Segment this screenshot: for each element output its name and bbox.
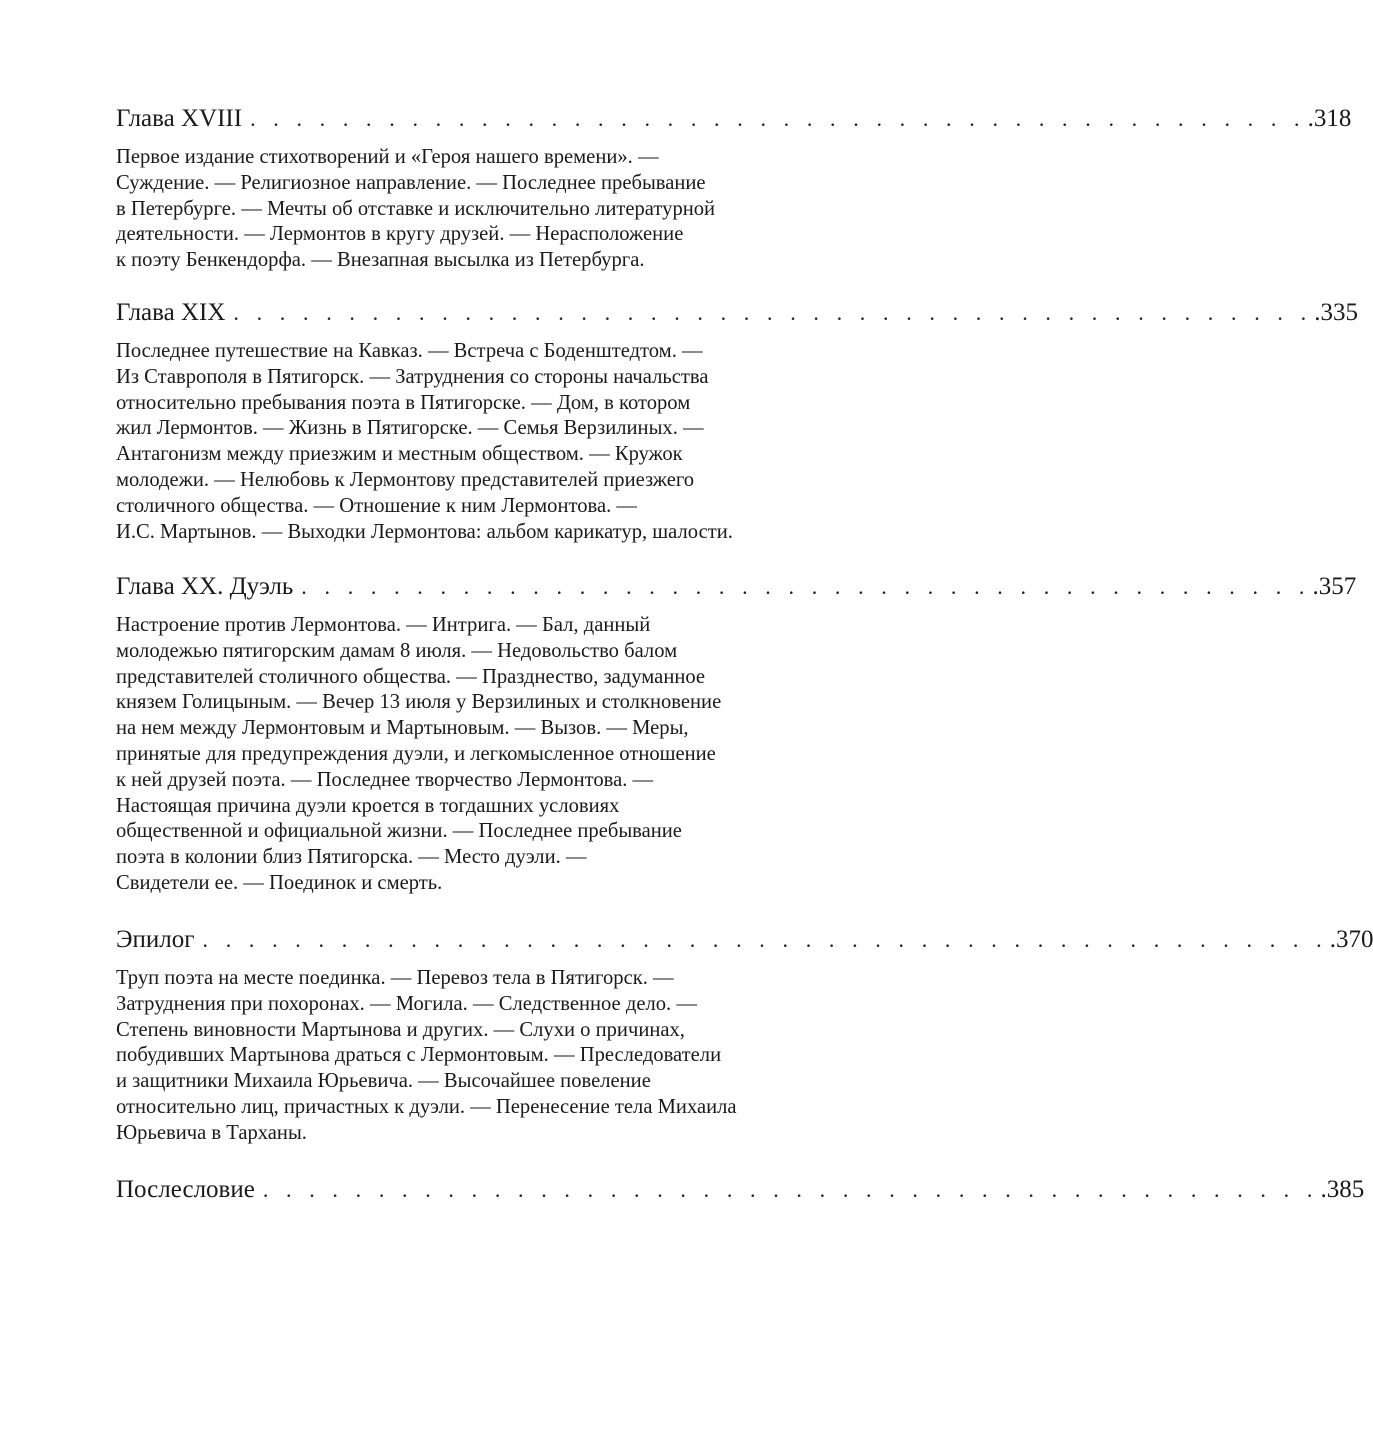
dot-leader: . . . . . . . . . . . . . . . . . . . . . . . . . . . . . . . . . . . . . . . . . . . . . . bbox=[262, 1177, 1319, 1202]
summary-line: побудивших Мартынова драться с Лермонтовым. — Преследователи bbox=[116, 1044, 722, 1067]
summary-line: относительно пребывания поэта в Пятигорске. — Дом, в котором bbox=[116, 391, 691, 414]
dot-leader: . . . . . . . . . . . . . . . . . . . . . . . . . . . . . . . . . . . . . . . . . . . . bbox=[301, 574, 1311, 599]
page-number: .357 bbox=[1312, 573, 1357, 600]
chapter-title: Глава XX. Дуэль bbox=[116, 573, 294, 600]
summary-line: к поэту Бенкендорфа. — Внезапная высылка из Петербурга. bbox=[116, 249, 645, 272]
toc-heading[interactable] bbox=[116, 572, 1357, 602]
chapter-summary bbox=[116, 339, 923, 545]
summary-line: Из Ставрополя в Пятигорск. — Затруднения со стороны начальства bbox=[116, 365, 709, 388]
summary-line: Суждение. — Религиозное направление. — Последнее пребывание bbox=[116, 171, 706, 194]
toc-heading[interactable] bbox=[116, 1175, 1365, 1205]
chapter-summary bbox=[116, 966, 923, 1147]
toc-entry-afterword bbox=[116, 1175, 1365, 1205]
summary-line: принятые для предупреждения дуэли, и легкомысленное отношение bbox=[116, 742, 716, 765]
summary-line: Затруднения при похоронах. — Могила. — Следственное дело. — bbox=[116, 992, 697, 1015]
chapter-summary bbox=[116, 145, 923, 274]
dot-leader: . . . . . . . . . . . . . . . . . . . . . . . . . . . . . . . . . . . . . . . . . . . . . . . . . bbox=[202, 927, 1328, 952]
chapter-title: Послесловие bbox=[116, 1176, 255, 1203]
page-number: .335 bbox=[1314, 299, 1358, 326]
chapter-title: Эпилог bbox=[116, 926, 195, 953]
summary-line: поэта в колонии близ Пятигорска. — Место дуэли. — bbox=[116, 846, 587, 869]
summary-line: молодежью пятигорским дамам 8 июля. — Недовольство балом bbox=[116, 639, 678, 662]
summary-line: Первое издание стихотворений и «Героя нашего времени». — bbox=[116, 146, 659, 168]
toc-entry-chapter-19 bbox=[116, 298, 1358, 545]
page-number: .385 bbox=[1320, 1176, 1365, 1203]
summary-line: Настроение против Лермонтова. — Интрига. — Бал, данный bbox=[116, 614, 651, 636]
toc-heading[interactable] bbox=[116, 298, 1358, 328]
summary-line: Последнее путешествие на Кавказ. — Встреча с Боденштедтом. — bbox=[116, 340, 703, 362]
summary-line: князем Голицыным. — Вечер 13 июля у Верзилиных и столкновение bbox=[116, 691, 722, 714]
summary-line: Труп поэта на месте поединка. — Перевоз тела в Пятигорск. — bbox=[116, 967, 674, 989]
summary-line: на нем между Лермонтовым и Мартыновым. — Вызов. — Меры, bbox=[116, 717, 689, 740]
summary-line: к ней друзей поэта. — Последнее творчество Лермонтова. — bbox=[116, 768, 654, 791]
summary-line: Степень виновности Мартынова и других. — Слухи о причинах, bbox=[116, 1018, 685, 1041]
summary-line: И.С. Мартынов. — Выходки Лермонтова: альбом карикатур, шалости. bbox=[116, 520, 733, 543]
dot-leader: . . . . . . . . . . . . . . . . . . . . . . . . . . . . . . . . . . . . . . . . . . . . . . . bbox=[233, 300, 1313, 325]
summary-line: молодежи. — Нелюбовь к Лермонтову представителей приезжего bbox=[116, 468, 695, 491]
summary-line: относительно лиц, причастных к дуэли. — Перенесение тела Михаила bbox=[116, 1095, 737, 1118]
page-number: .370 bbox=[1329, 926, 1373, 953]
toc-entry-chapter-18 bbox=[116, 104, 1352, 274]
page-number: .318 bbox=[1307, 105, 1352, 132]
summary-line: представителей столичного общества. — Празднество, задуманное bbox=[116, 665, 706, 688]
toc-heading[interactable] bbox=[116, 925, 1373, 955]
summary-line: деятельности. — Лермонтов в кругу друзей. — Нерасположение bbox=[116, 223, 684, 246]
toc-entry-epilogue bbox=[116, 925, 1373, 1147]
chapter-title: Глава XVIII bbox=[116, 105, 243, 132]
summary-line: столичного общества. — Отношение к ним Лермонтова. — bbox=[116, 494, 638, 517]
summary-line: Настоящая причина дуэли кроется в тогдашних условиях bbox=[116, 794, 620, 817]
summary-line: и защитники Михаила Юрьевича. — Высочайшее повеление bbox=[116, 1070, 651, 1093]
summary-line: жил Лермонтов. — Жизнь в Пятигорске. — Семья Верзилиных. — bbox=[116, 417, 704, 440]
summary-line: Свидетели ее. — Поединок и смерть. bbox=[116, 871, 443, 894]
summary-line: Антагонизм между приезжим и местным обществом. — Кружок bbox=[116, 443, 683, 466]
summary-line: в Петербурге. — Мечты об отставке и исключительно литературной bbox=[116, 197, 716, 220]
chapter-summary bbox=[116, 613, 923, 897]
dot-leader: . . . . . . . . . . . . . . . . . . . . . . . . . . . . . . . . . . . . . . . . . . . . . . bbox=[250, 106, 1306, 131]
chapter-title: Глава XIX bbox=[116, 299, 226, 326]
summary-line: Юрьевича в Тарханы. bbox=[116, 1121, 307, 1144]
summary-line: общественной и официальной жизни. — Последнее пребывание bbox=[116, 820, 682, 843]
toc-entry-chapter-20 bbox=[116, 572, 1357, 897]
toc-heading[interactable] bbox=[116, 104, 1352, 134]
